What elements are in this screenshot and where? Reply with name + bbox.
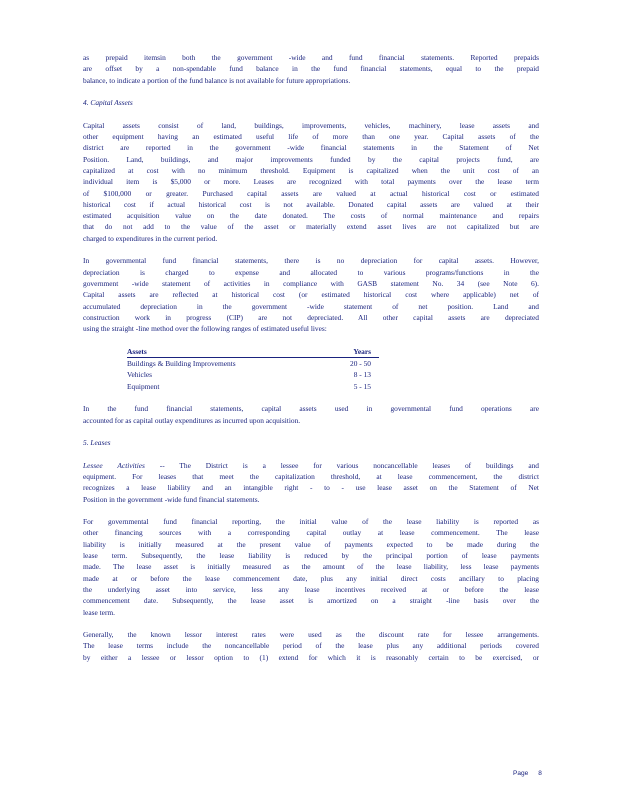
table-row [127, 381, 379, 392]
table-row [127, 358, 379, 370]
text-line: district are reported in the government -wide financial statements in the Statement of Net [83, 143, 539, 153]
leases-paragraph-1 [83, 460, 539, 505]
text-line: Capital assets consist of land, buildings, improvements, vehicles, machinery, lease assets and [83, 120, 539, 130]
asset-cell: Equipment [127, 381, 160, 391]
text-line: using the straight -line method over the following ranges of estimated useful lives: [83, 324, 327, 334]
text-line: In governmental fund financial statements, there is no depreciation for capital assets. However, [83, 256, 539, 266]
text-line: depreciation is charged to expense and allocated to various programs/functions in the [83, 267, 539, 277]
text-line: charged to expenditures in the current period. [83, 233, 218, 243]
years-cell: 8 - 13 [353, 370, 371, 380]
text-line: The lease terms include the noncancellable period of the lease plus any additional periods covered [83, 641, 539, 651]
text-line: For governmental fund financial reporting, the initial value of the lease liability is reported as [83, 517, 539, 527]
text-line: recognizes a lease liability and an intangible right - to - use lease asset on the Statement of Net [83, 483, 539, 493]
capital-assets-paragraph-3 [83, 403, 539, 426]
text-line: estimated acquisition value on the date donated. The costs of normal maintenance and repairs [83, 211, 539, 221]
text-line: accumulated depreciation in the government -wide statement of net position. Land and [83, 301, 539, 311]
page-content [83, 52, 539, 674]
text-line: balance, to indicate a portion of the fund balance is not available for future appropriations. [83, 75, 351, 85]
page-footer [513, 770, 542, 777]
lessee-activities-lead: Lessee Activities [83, 460, 145, 470]
text-line: of $100,000 or greater. Purchased capital assets are valued at actual historical cost or estimated [83, 188, 539, 198]
text-line: historical cost if actual historical cost is not available. Donated capital assets are valued at their [83, 199, 539, 209]
text-line: are offset by a non-spendable fund balance in the fund financial statements, equal to the prepaid [83, 64, 539, 74]
text-line: equipment. For leases that meet the capitalization threshold, at lease commencement, the district [83, 471, 539, 481]
text-line: the underlying asset into service, less any lease incentives received at or before the lease [83, 584, 539, 594]
text-line: by either a lessee or lessor option to (1) extend for which it is reasonably certain to be exercised, or [83, 652, 539, 662]
text-line: liability is initially measured at the present value of payments expected to be made during the [83, 539, 539, 549]
leases-paragraph-3 [83, 629, 539, 663]
text-line: as prepaid itemsin both the government -wide and fund financial statements. Reported prepaids [83, 53, 539, 62]
text-line: Generally, the known lessor interest rates were used as the discount rate for lessee arrangements. [83, 630, 539, 640]
text-line: Capital assets are reflected at historical cost (or estimated historical cost where applicable) net of [83, 290, 539, 300]
text-line: made. The lease asset is initially measured as the amount of the lease liability, less lease payments [83, 562, 539, 572]
text-line [83, 460, 539, 471]
text-line: lease term. [83, 607, 116, 617]
column-header-assets: Assets [127, 346, 326, 358]
table-row [127, 369, 379, 380]
page-label: Page [513, 770, 529, 777]
text-line: lease term. Subsequently, the lease liability is reduced by the principal portion of lease payments [83, 551, 539, 561]
text-line: that do not add to the value of the asset or materially extend asset lives are not capitalized but are [83, 222, 539, 232]
text-line: made at or before the lease commencement date, plus any initial direct costs ancillary to placing [83, 573, 539, 583]
text-line: In the fund financial statements, capital assets used in governmental fund operations are [83, 404, 539, 414]
text-line: accounted for as capital outlay expenditures as incurred upon acquisition. [83, 415, 301, 425]
text-line: capitalized at cost with no minimum threshold. Equipment is capitalized when the unit cost of an [83, 165, 539, 175]
text-line: other financing sources with a corresponding capital outlay at lease commencement. The lease [83, 528, 539, 538]
section-heading-leases: 5. Leases [83, 438, 111, 448]
years-cell: 20 - 50 [350, 359, 371, 369]
text-line: Position. Land, buildings, and major improvements funded by the capital projects fund, are [83, 154, 539, 164]
asset-cell: Vehicles [127, 370, 153, 380]
table-header-row [127, 346, 379, 358]
capital-assets-paragraph-1 [83, 120, 539, 244]
years-cell: 5 - 15 [353, 381, 371, 391]
intro-paragraph [83, 52, 539, 86]
text-line: other equipment having an estimated useful life of more than one year. Capital assets of the [83, 132, 539, 142]
leases-paragraph-2 [83, 516, 539, 618]
text-line: construction work in progress (CIP) are not depreciated. All other capital assets are depreciated [83, 312, 539, 322]
section-heading-capital-assets: 4. Capital Assets [83, 98, 133, 108]
text-line: government -wide statement of activities in compliance with GASB statement No. 34 (see Note 6). [83, 278, 539, 288]
text-line-rest: -- The District is a lessee for various noncancellable leases of buildings and [159, 460, 539, 470]
page-number: 8 [538, 770, 542, 777]
useful-lives-table [127, 346, 379, 392]
asset-cell: Buildings & Building Improvements [127, 359, 236, 369]
column-header-years: Years [326, 346, 379, 358]
text-line: Position in the government -wide fund financial statements. [83, 494, 260, 504]
text-line: individual item is $5,000 or more. Leases are recognized with total payments over the lease term [83, 177, 539, 187]
text-line: commencement date. Subsequently, the lease asset is amortized on a straight -line basis over the [83, 596, 539, 606]
capital-assets-paragraph-2 [83, 255, 539, 334]
